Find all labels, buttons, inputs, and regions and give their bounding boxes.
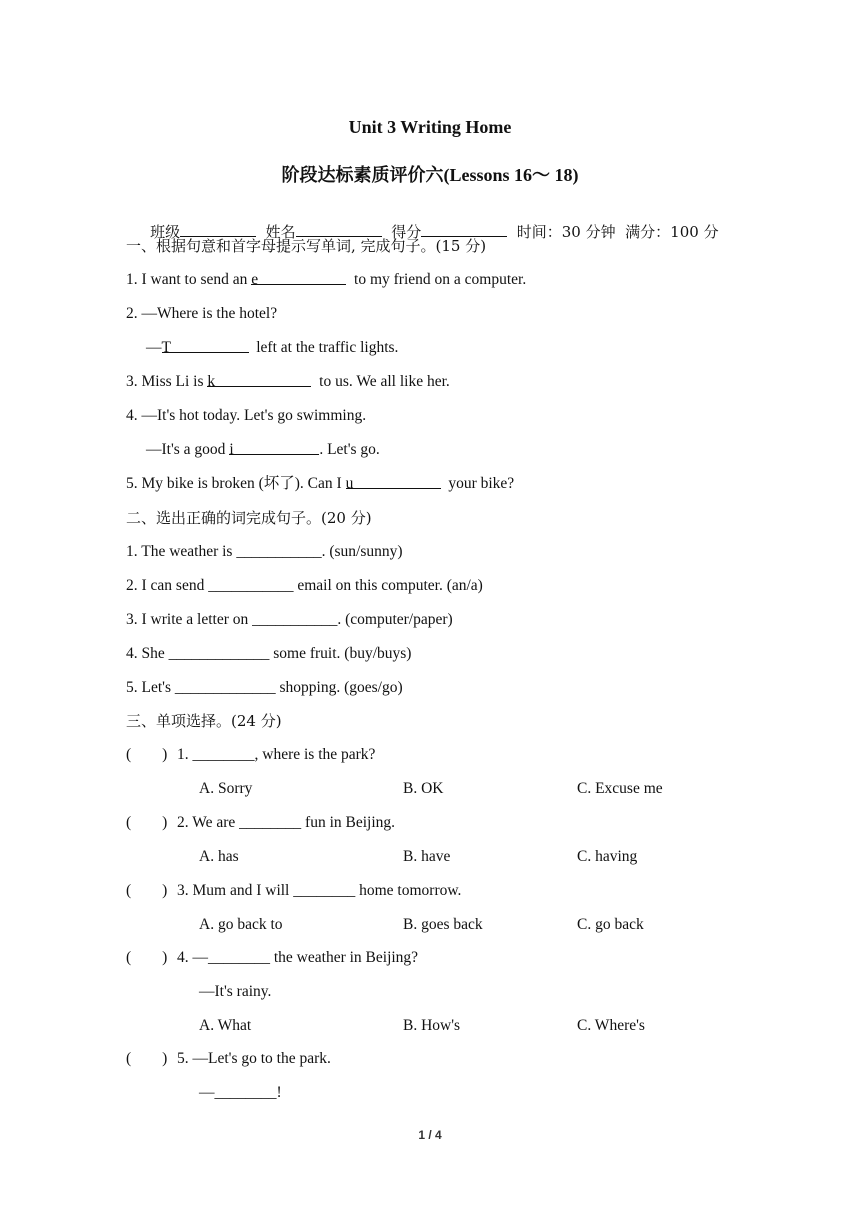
- s3-q4-stem: 4. —________ the weather in Beijing?: [177, 949, 419, 966]
- full-score-label: 满分：100 分: [625, 223, 719, 241]
- s3-q1-option-b: B. OK: [403, 780, 444, 797]
- s1-q3-answer[interactable]: k: [207, 372, 311, 387]
- s1-q5-answer[interactable]: u: [346, 474, 441, 489]
- s2-question-2: 2. I can send ___________ email on this computer. (an/a): [126, 577, 483, 594]
- class-label: 班级: [150, 223, 181, 241]
- s3-q3-stem: 3. Mum and I will ________ home tomorrow.: [177, 882, 462, 899]
- s3-q5-reply: —________!: [199, 1084, 282, 1101]
- s1-q2-answer[interactable]: T: [162, 338, 249, 353]
- s3-q1-option-a: A. Sorry: [199, 780, 253, 797]
- time-label: 时间：30 分钟: [516, 223, 616, 241]
- section1-heading: 一、根据句意和首字母提示写单词, 完成句子。(15 分): [126, 237, 487, 255]
- s1-question-2: 2. —Where is the hotel?: [126, 305, 278, 322]
- page-title: Unit 3 Writing Home: [348, 117, 512, 137]
- s3-q4-option-c: C. Where's: [577, 1017, 645, 1034]
- score-label: 得分: [391, 223, 422, 241]
- s2-question-4: 4. She _____________ some fruit. (buy/buys): [126, 645, 412, 662]
- s3-q5-answer-bracket[interactable]: ( ): [126, 1050, 168, 1067]
- s3-q2-stem: 2. We are ________ fun in Beijing.: [177, 814, 396, 831]
- s3-q3-option-c: C. go back: [577, 916, 644, 933]
- page-number: 1 / 4: [418, 1128, 442, 1142]
- page-subtitle: 阶段达标素质评价六(Lessons 16～ 18): [281, 165, 579, 185]
- s1-question-3: 3. Miss Li is k to us. We all like her.: [126, 373, 450, 390]
- s1-question-2-reply: —T left at the traffic lights.: [146, 339, 399, 356]
- s2-question-1: 1. The weather is ___________. (sun/sunny): [126, 543, 403, 560]
- s3-q1-option-c: C. Excuse me: [577, 780, 663, 797]
- s3-q2-option-c: C. having: [577, 848, 638, 865]
- s3-q1-stem: 1. ________, where is the park?: [177, 746, 376, 763]
- s3-q3-option-b: B. goes back: [403, 916, 483, 933]
- s3-q3-answer-bracket[interactable]: ( ): [126, 882, 168, 899]
- s3-q4-answer-bracket[interactable]: ( ): [126, 949, 168, 966]
- s1-question-5: 5. My bike is broken (坏了). Can I u your bike?: [126, 475, 515, 492]
- s3-q2-answer-bracket[interactable]: ( ): [126, 814, 168, 831]
- s3-q4-option-b: B. How's: [403, 1017, 461, 1034]
- s3-q3-option-a: A. go back to: [199, 916, 283, 933]
- s3-q4-reply: —It's rainy.: [199, 983, 272, 1000]
- section2-heading: 二、选出正确的词完成句子。(20 分): [126, 509, 372, 527]
- s2-question-5: 5. Let's _____________ shopping. (goes/go): [126, 679, 403, 696]
- s3-q1-answer-bracket[interactable]: ( ): [126, 746, 168, 763]
- s3-q2-option-b: B. have: [403, 848, 451, 865]
- s3-q2-option-a: A. has: [199, 848, 239, 865]
- class-field[interactable]: [180, 222, 256, 237]
- name-label: 姓名: [265, 223, 296, 241]
- score-field[interactable]: [421, 222, 507, 237]
- name-field[interactable]: [296, 222, 382, 237]
- s2-question-3: 3. I write a letter on ___________. (computer/paper): [126, 611, 453, 628]
- s1-question-1: 1. I want to send an e to my friend on a computer.: [126, 271, 527, 288]
- s1-q1-answer[interactable]: e: [251, 270, 346, 285]
- section3-heading: 三、单项选择。(24 分): [126, 712, 282, 730]
- s1-question-4-reply: —It's a good i . Let's go.: [146, 441, 380, 458]
- s1-question-4: 4. —It's hot today. Let's go swimming.: [126, 407, 367, 424]
- s1-q4-answer[interactable]: i: [229, 440, 319, 455]
- s3-q5-stem: 5. —Let's go to the park.: [177, 1050, 331, 1067]
- s3-q4-option-a: A. What: [199, 1017, 252, 1034]
